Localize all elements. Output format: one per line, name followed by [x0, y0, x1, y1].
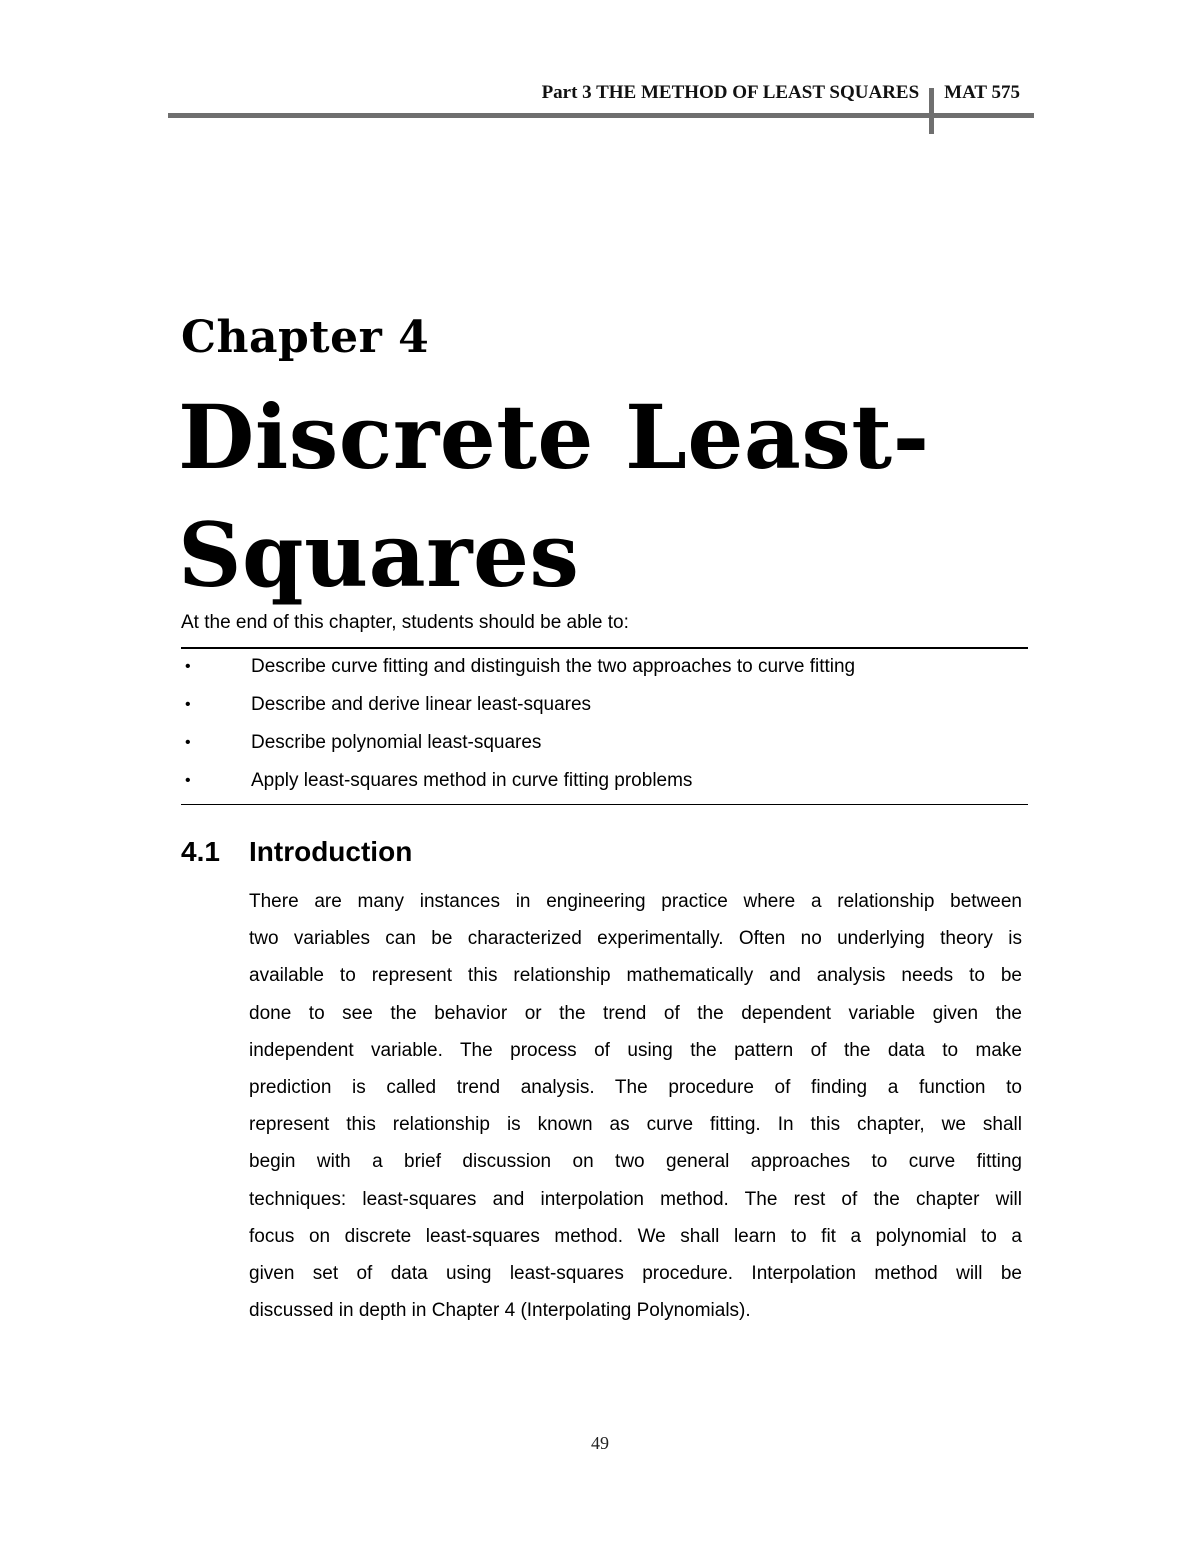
page-number: 49	[591, 1433, 609, 1453]
paragraph-line: focus on discrete least-squares method. We shall learn to fit a polynomial to a	[249, 1225, 1022, 1247]
objective-item	[181, 768, 1028, 806]
paragraph-line: represent this relationship is known as curve fitting. In this chapter, we shall	[249, 1114, 1022, 1136]
chapter-title	[178, 378, 1078, 614]
bullet-icon: •	[185, 772, 191, 789]
header-text	[542, 78, 1034, 108]
bullet-icon: •	[185, 696, 191, 713]
paragraph-line: two variables can be characterized experimentally. Often no underlying theory is	[249, 928, 1022, 950]
header-part-title: Part 3 THE METHOD OF LEAST SQUARES	[541, 82, 920, 103]
page-header	[168, 70, 1034, 116]
objective-item	[181, 654, 1028, 692]
paragraph-line: given set of data using least-squares procedure. Interpolation method will be	[249, 1262, 1022, 1284]
objectives-intro: At the end of this chapter, students should be able to:	[181, 612, 629, 633]
objective-text: Describe polynomial least-squares	[251, 732, 542, 753]
chapter-label: Chapter 4	[181, 312, 430, 363]
section-heading	[181, 836, 412, 868]
objective-text: Apply least-squares method in curve fitting problems	[251, 770, 693, 791]
bullet-icon: •	[185, 734, 191, 751]
objectives-list	[181, 654, 1028, 806]
objective-text: Describe curve fitting and distinguish the two approaches to curve fitting	[251, 656, 856, 677]
paragraph-line: prediction is called trend analysis. The procedure of finding a function to	[249, 1076, 1022, 1098]
objectives-bottom-rule	[181, 804, 1028, 805]
chapter-title-line-1: Discrete Least-	[178, 385, 930, 489]
objectives-top-rule	[181, 647, 1028, 649]
bullet-icon: •	[185, 658, 191, 675]
header-course-code: MAT 575	[944, 82, 1020, 103]
objective-item	[181, 730, 1028, 768]
objective-text: Describe and derive linear least-squares	[251, 694, 592, 715]
chapter-title-line-2: Squares	[178, 503, 580, 607]
section-title: Introduction	[249, 836, 413, 867]
paragraph-line: independent variable. The process of using the pattern of the data to make	[249, 1039, 1022, 1061]
paragraph-line: begin with a brief discussion on two general approaches to curve fitting	[249, 1151, 1022, 1173]
paragraph-line: There are many instances in engineering practice where a relationship between	[249, 891, 1022, 912]
paragraph-line: done to see the behavior or the trend of the dependent variable given the	[249, 1002, 1022, 1024]
paragraph-line: techniques: least-squares and interpolation method. The rest of the chapter will	[249, 1188, 1022, 1210]
paragraph-line: available to represent this relationship mathematically and analysis needs to be	[249, 965, 1022, 987]
section-number: 4.1	[181, 836, 220, 867]
paragraph-line: discussed in depth in Chapter 4 (Interpolating Polynomials).	[249, 1300, 751, 1322]
section-paragraph	[249, 883, 1022, 1329]
header-rule	[168, 113, 1034, 118]
objective-item	[181, 692, 1028, 730]
